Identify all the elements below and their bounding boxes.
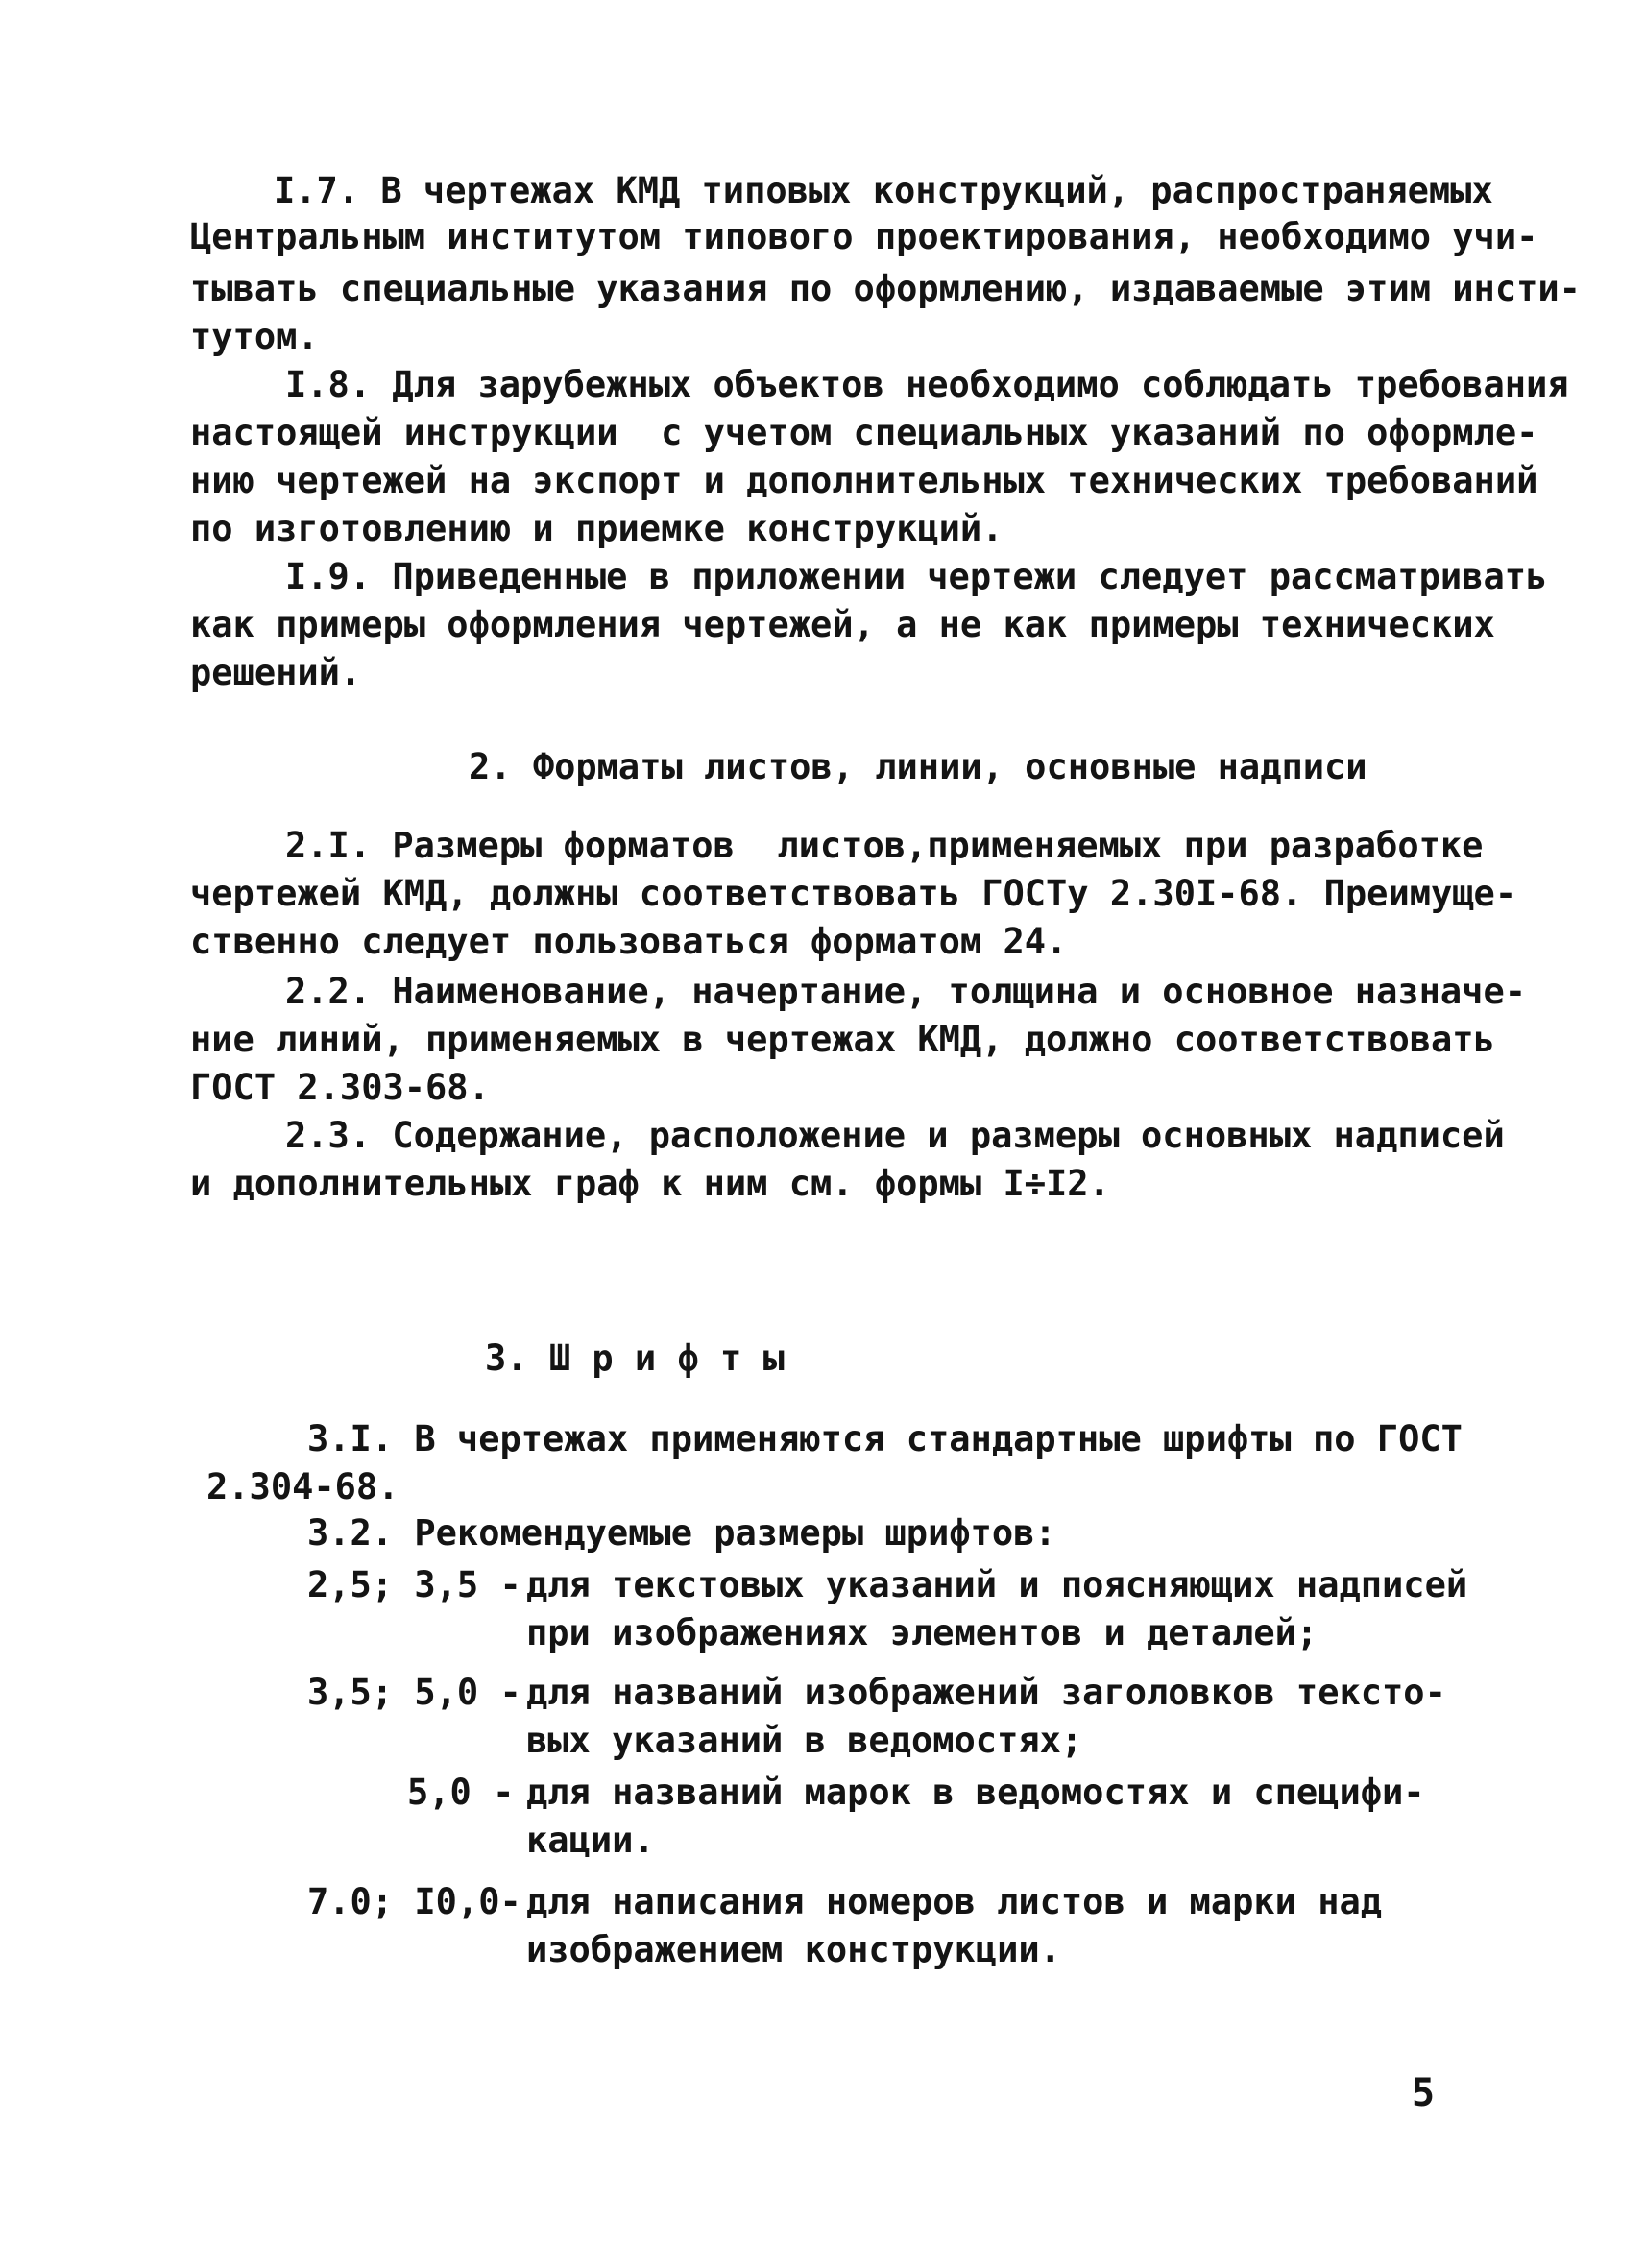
font-item-4-text-1: для написания номеров листов и марки над [526,1881,1383,1922]
p2-2-line-1: 2.2. Наименование, начертание, толщина и основное назначе- [285,971,1527,1012]
p2-3-line-2: и дополнительных граф к ним см. формы I÷I2. [190,1163,1110,1204]
p3-1-line-2: 2.304-68. [206,1466,399,1508]
font-item-3-text-2: кации. [526,1820,655,1861]
p2-2-line-3: ГОСТ 2.303-68. [190,1067,490,1108]
p1-8-line-3: нию чертежей на экспорт и дополнительных технических требований [190,460,1538,501]
p1-7-line-1: I.7. В чертежах КМД типовых конструкций, распространяемых [274,170,1493,211]
p1-9-line-3: решений. [190,652,362,693]
p1-7-line-3: тывать специальные указания по оформлению, издаваемые этим инсти- [190,268,1581,309]
p1-8-line-4: по изготовлению и приемке конструкций. [190,508,1004,549]
section-3-heading: 3. Ш р и ф т ы [485,1338,785,1379]
p1-7-line-2: Центральным институтом типового проектирования, необходимо учи- [190,216,1538,257]
p3-1-line-1: 3.I. В чертежах применяются стандартные шрифты по ГОСТ [307,1418,1463,1460]
p2-2-line-2: ние линий, применяемых в чертежах КМД, должно соответствовать [190,1019,1495,1060]
p3-2-line: 3.2. Рекомендуемые размеры шрифтов: [307,1512,1056,1554]
p2-1-line-1: 2.I. Размеры форматов листов,применяемых при разработке [285,825,1484,866]
font-item-1-text-1: для текстовых указаний и поясняющих надписей [526,1564,1468,1605]
p1-9-line-1: I.9. Приведенные в приложении чертежи следует рассматривать [285,556,1548,597]
font-item-2-sizes: 3,5; 5,0 - [307,1672,521,1713]
section-2-heading: 2. Форматы листов, линии, основные надписи [469,746,1367,787]
font-item-1-sizes: 2,5; 3,5 - [307,1564,521,1605]
p1-9-line-2: как примеры оформления чертежей, а не как примеры технических [190,604,1495,645]
font-item-2-text-2: вых указаний в ведомостях; [526,1720,1083,1761]
page-number: 5 [1412,2071,1436,2115]
font-item-4-text-2: изображением конструкции. [526,1929,1061,1970]
font-item-3-text-1: для названий марок в ведомостях и специфи- [526,1772,1425,1813]
p1-8-line-1: I.8. Для зарубежных объектов необходимо соблюдать требования [285,364,1569,405]
font-item-1-text-2: при изображениях элементов и деталей; [526,1612,1318,1653]
p1-8-line-2: настоящей инструкции с учетом специальных указаний по оформле- [190,412,1538,453]
font-item-4-sizes: 7.0; I0,0- [307,1881,521,1922]
p2-1-line-3: ственно следует пользоваться форматом 24. [190,921,1068,962]
font-item-3-sizes: 5,0 - [407,1772,515,1813]
font-item-2-text-1: для названий изображений заголовков тексто- [526,1672,1446,1713]
p2-3-line-1: 2.3. Содержание, расположение и размеры основных надписей [285,1115,1505,1156]
p1-7-line-4: тутом. [190,316,319,357]
p2-1-line-2: чертежей КМД, должны соответствовать ГОСТу 2.30I-68. Преимуще- [190,873,1517,914]
